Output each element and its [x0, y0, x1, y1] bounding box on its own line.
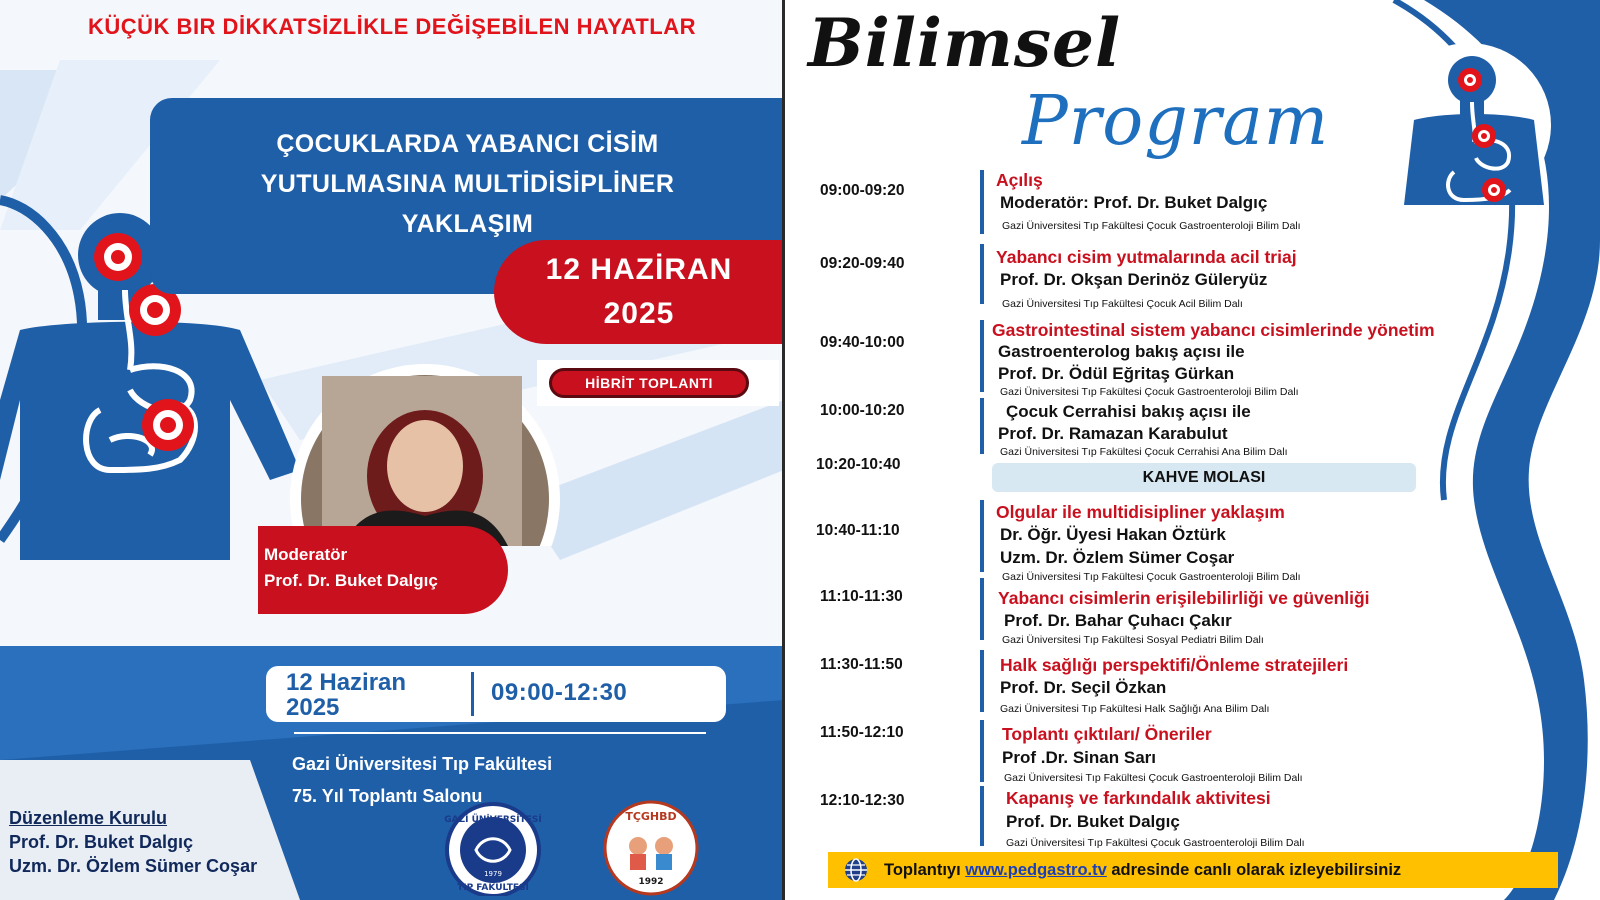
pill-date-year: 2025	[286, 694, 340, 721]
banner-text-before: Toplantıyı	[884, 861, 966, 879]
venue-line-1: Gazi Üniversitesi Tıp Fakültesi	[292, 754, 553, 774]
slot-affiliation: Gazi Üniversitesi Tıp Fakültesi Çocuk Gastroenteroloji Bilim Dalı	[1002, 571, 1301, 583]
slot-speaker: Prof. Dr. Ödül Eğritaş Gürkan	[998, 364, 1235, 383]
pill-date-day: 12 Haziran	[286, 669, 407, 696]
moderator-name: Prof. Dr. Buket Dalgıç	[264, 571, 438, 590]
globe-icon	[844, 858, 868, 882]
slot-time: 11:30-11:50	[820, 656, 903, 673]
date-badge-day: 12 HAZİRAN	[545, 253, 733, 286]
slot-time: 09:00-09:20	[820, 182, 905, 199]
slot-bar	[980, 786, 984, 846]
slot-affiliation: Gazi Üniversitesi Tıp Fakültesi Çocuk Gastroenteroloji Bilim Dalı	[1000, 386, 1299, 398]
slot-affiliation: Gazi Üniversitesi Tıp Fakültesi Çocuk Gastroenteroloji Bilim Dalı	[1002, 220, 1301, 232]
slot-time: 09:20-09:40	[820, 255, 905, 272]
slot-bar	[980, 578, 984, 640]
program-heading-1: Bilimsel	[808, 4, 1122, 82]
hybrid-label-box	[537, 360, 779, 406]
page-divider	[782, 0, 785, 900]
logo-top-text: GAZİ ÜNİVERSİTESİ	[444, 815, 542, 825]
logo2-year: 1992	[638, 877, 664, 887]
logo-year: 1979	[484, 870, 502, 878]
slot-title: Yabancı cisim yutmalarında acil triaj	[996, 247, 1297, 267]
organ-illustration-icon	[1384, 40, 1554, 210]
slot-affiliation: Gazi Üniversitesi Tıp Fakültesi Çocuk Cerrahisi Ana Bilim Dalı	[1000, 446, 1288, 458]
slot-line: Çocuk Cerrahisi bakış açısı ile	[1006, 402, 1251, 421]
date-badge	[494, 240, 784, 344]
logo-bottom-text: TIP FAKÜLTESİ	[457, 883, 529, 893]
moderator-photo	[282, 356, 568, 546]
slot-time: 11:10-11:30	[820, 588, 903, 605]
live-stream-banner	[828, 852, 1558, 888]
venue-divider	[294, 732, 706, 734]
slot-affiliation: Gazi Üniversitesi Tıp Fakültesi Çocuk Gastroenteroloji Bilim Dalı	[1004, 772, 1303, 784]
slot-title: Gastrointestinal sistem yabancı cisimlerinde yönetim	[992, 320, 1435, 340]
pill-time: 09:00-12:30	[491, 679, 628, 706]
organizing-heading: Düzenleme Kurulu	[9, 808, 168, 828]
hybrid-meeting-badge: HİBRİT TOPLANTI	[549, 368, 749, 398]
slot-title: Açılış	[996, 170, 1043, 190]
slot-title: Olgular ile multidisipliner yaklaşım	[996, 502, 1285, 522]
program-right	[784, 0, 1600, 900]
pill-date	[286, 670, 466, 720]
slot-time: 12:10-12:30	[820, 792, 905, 809]
slot-bar	[980, 650, 984, 712]
slot-affiliation: Gazi Üniversitesi Tıp Fakültesi Çocuk Acil Bilim Dalı	[1002, 298, 1243, 310]
slot-affiliation: Gazi Üniversitesi Tıp Fakültesi Sosyal Pediatri Bilim Dalı	[1002, 634, 1264, 646]
slot-bar	[980, 500, 984, 572]
slot-title: Yabancı cisimlerin erişilebilirliği ve güvenliği	[998, 588, 1370, 608]
slot-affiliation: Gazi Üniversitesi Tıp Fakültesi Çocuk Gastroenteroloji Bilim Dalı	[1006, 837, 1305, 849]
organizing-member: Prof. Dr. Buket Dalgıç	[9, 832, 194, 852]
slot-bar	[980, 398, 984, 454]
slot-bar	[980, 720, 984, 782]
pedgastro-link[interactable]: www.pedgastro.tv	[965, 861, 1107, 879]
tcghbd-logo	[596, 798, 706, 896]
slot-bar	[980, 320, 984, 392]
logo2-top-text: TÇGHBD	[625, 810, 677, 823]
slot-affiliation: Gazi Üniversitesi Tıp Fakültesi Halk Sağlığı Ana Bilim Dalı	[1000, 703, 1270, 715]
slot-title: Toplantı çıktıları/ Öneriler	[1002, 724, 1212, 744]
slot-speaker: Prof. Dr. Buket Dalgıç	[1006, 812, 1180, 831]
gazi-university-logo	[428, 800, 558, 896]
slot-speaker: Prof. Dr. Ramazan Karabulut	[998, 424, 1228, 443]
slot-time: 11:50-12:10	[820, 724, 904, 741]
slot-line: Gastroenterolog bakış açısı ile	[998, 342, 1245, 361]
poster-tagline: KÜÇÜK BIR DİKKATSİZLİKLE DEĞİŞEBİLEN HAYATLAR	[88, 14, 696, 39]
banner-text-after: adresinde canlı olarak izleyebilirsiniz	[1106, 861, 1402, 879]
date-badge-year: 2025	[603, 297, 675, 330]
slot-title: Kapanış ve farkındalık aktivitesi	[1006, 788, 1271, 808]
venue-line-2: 75. Yıl Toplantı Salonu	[292, 786, 483, 806]
slot-bar	[980, 170, 984, 234]
slot-time: 09:40-10:00	[820, 334, 905, 351]
program-heading-2: Program	[1022, 82, 1330, 161]
slot-speaker: Prof. Dr. Okşan Derinöz Güleryüz	[1000, 270, 1268, 289]
slot-speaker: Dr. Öğr. Üyesi Hakan Öztürk	[1000, 525, 1226, 544]
moderator-box	[258, 526, 508, 614]
slot-time: 10:00-10:20	[820, 402, 905, 419]
organizing-member: Uzm. Dr. Özlem Sümer Coşar	[9, 856, 258, 876]
slot-time: 10:40-11:10	[816, 522, 900, 539]
coffee-break-label: KAHVE MOLASI	[992, 463, 1416, 492]
moderator-label: Moderatör	[264, 545, 348, 564]
poster-left	[0, 0, 784, 900]
event-title-line: YUTULMASINA MULTİDİSİPLİNER	[260, 170, 675, 198]
pill-separator	[471, 672, 474, 716]
slot-time: 10:20-10:40	[816, 456, 901, 473]
slot-speaker: Prof .Dr. Sinan Sarı	[1002, 748, 1156, 767]
date-time-pill	[266, 666, 726, 722]
slot-bar	[980, 244, 984, 304]
slot-title: Halk sağlığı perspektifi/Önleme stratejileri	[1000, 655, 1349, 675]
event-title-line: ÇOCUKLARDA YABANCI CİSİM	[276, 130, 659, 158]
slot-speaker: Prof. Dr. Bahar Çuhacı Çakır	[1004, 611, 1232, 630]
event-title-line: YAKLAŞIM	[401, 210, 534, 238]
slot-speaker: Uzm. Dr. Özlem Sümer Coşar	[1000, 548, 1235, 567]
slot-speaker: Prof. Dr. Seçil Özkan	[1000, 678, 1167, 697]
slot-speaker: Moderatör: Prof. Dr. Buket Dalgıç	[1000, 193, 1268, 212]
organizing-committee	[9, 806, 257, 878]
